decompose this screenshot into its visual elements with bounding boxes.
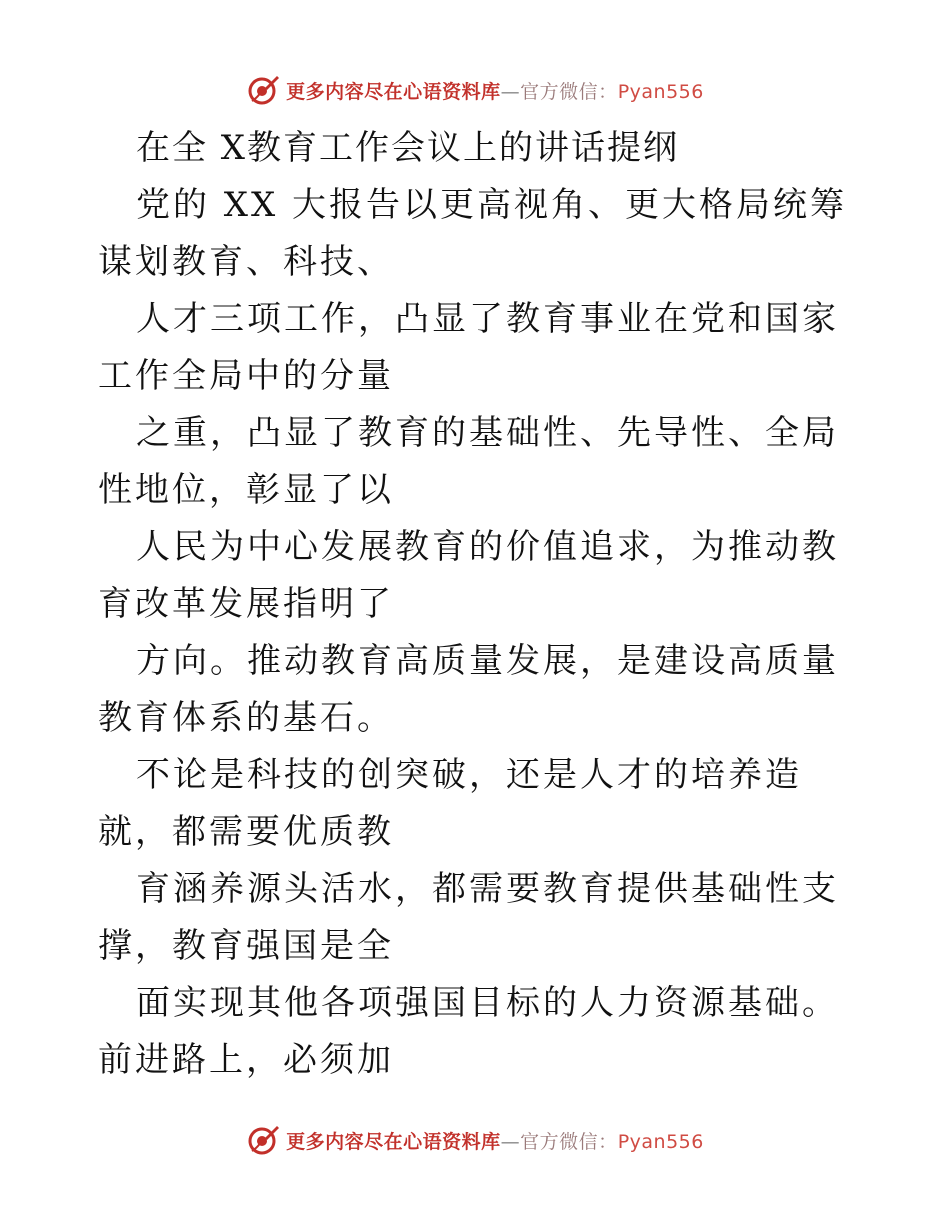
banner-dash: — — [500, 1130, 521, 1153]
banner-text — [286, 77, 704, 104]
banner-wechat-id: Pyan556 — [617, 80, 704, 103]
header-watermark-banner — [0, 70, 950, 110]
paragraph: 人民为中心发展教育的价值追求，为推动教育改革发展指明了 — [98, 527, 839, 624]
banner-wechat-label: 官方微信： — [520, 80, 618, 103]
banner-wechat-label: 官方微信： — [520, 1130, 618, 1153]
document-body — [0, 120, 950, 1089]
banner-lead: 更多内容尽在心语资料库 — [286, 80, 501, 103]
paragraph: 面实现其他各项强国目标的人力资源基础。前进路上，必须加 — [98, 983, 839, 1080]
document-title: 在全 X教育工作会议上的讲话提纲 — [136, 128, 680, 168]
banner-text — [286, 1127, 704, 1154]
banner-wechat-id: Pyan556 — [617, 1130, 704, 1153]
paragraph: 不论是科技的创突破，还是人才的培养造就，都需要优质教 — [98, 755, 802, 852]
pen-logo-icon — [246, 1123, 280, 1157]
paragraph: 方向。推动教育高质量发展，是建设高质量教育体系的基石。 — [98, 641, 839, 738]
paragraph: 育涵养源头活水，都需要教育提供基础性支撑，教育强国是全 — [98, 869, 839, 966]
paragraph: 之重，凸显了教育的基础性、先导性、全局性地位，彰显了以 — [98, 413, 839, 510]
paragraph: 人才三项工作，凸显了教育事业在党和国家工作全局中的分量 — [98, 299, 839, 396]
banner-lead: 更多内容尽在心语资料库 — [286, 1130, 501, 1153]
pen-logo-icon — [246, 73, 280, 107]
paragraph: 党的 XX 大报告以更高视角、更大格局统筹谋划教育、科技、 — [98, 185, 848, 282]
footer-watermark-banner — [0, 1120, 950, 1160]
banner-dash: — — [500, 80, 521, 103]
